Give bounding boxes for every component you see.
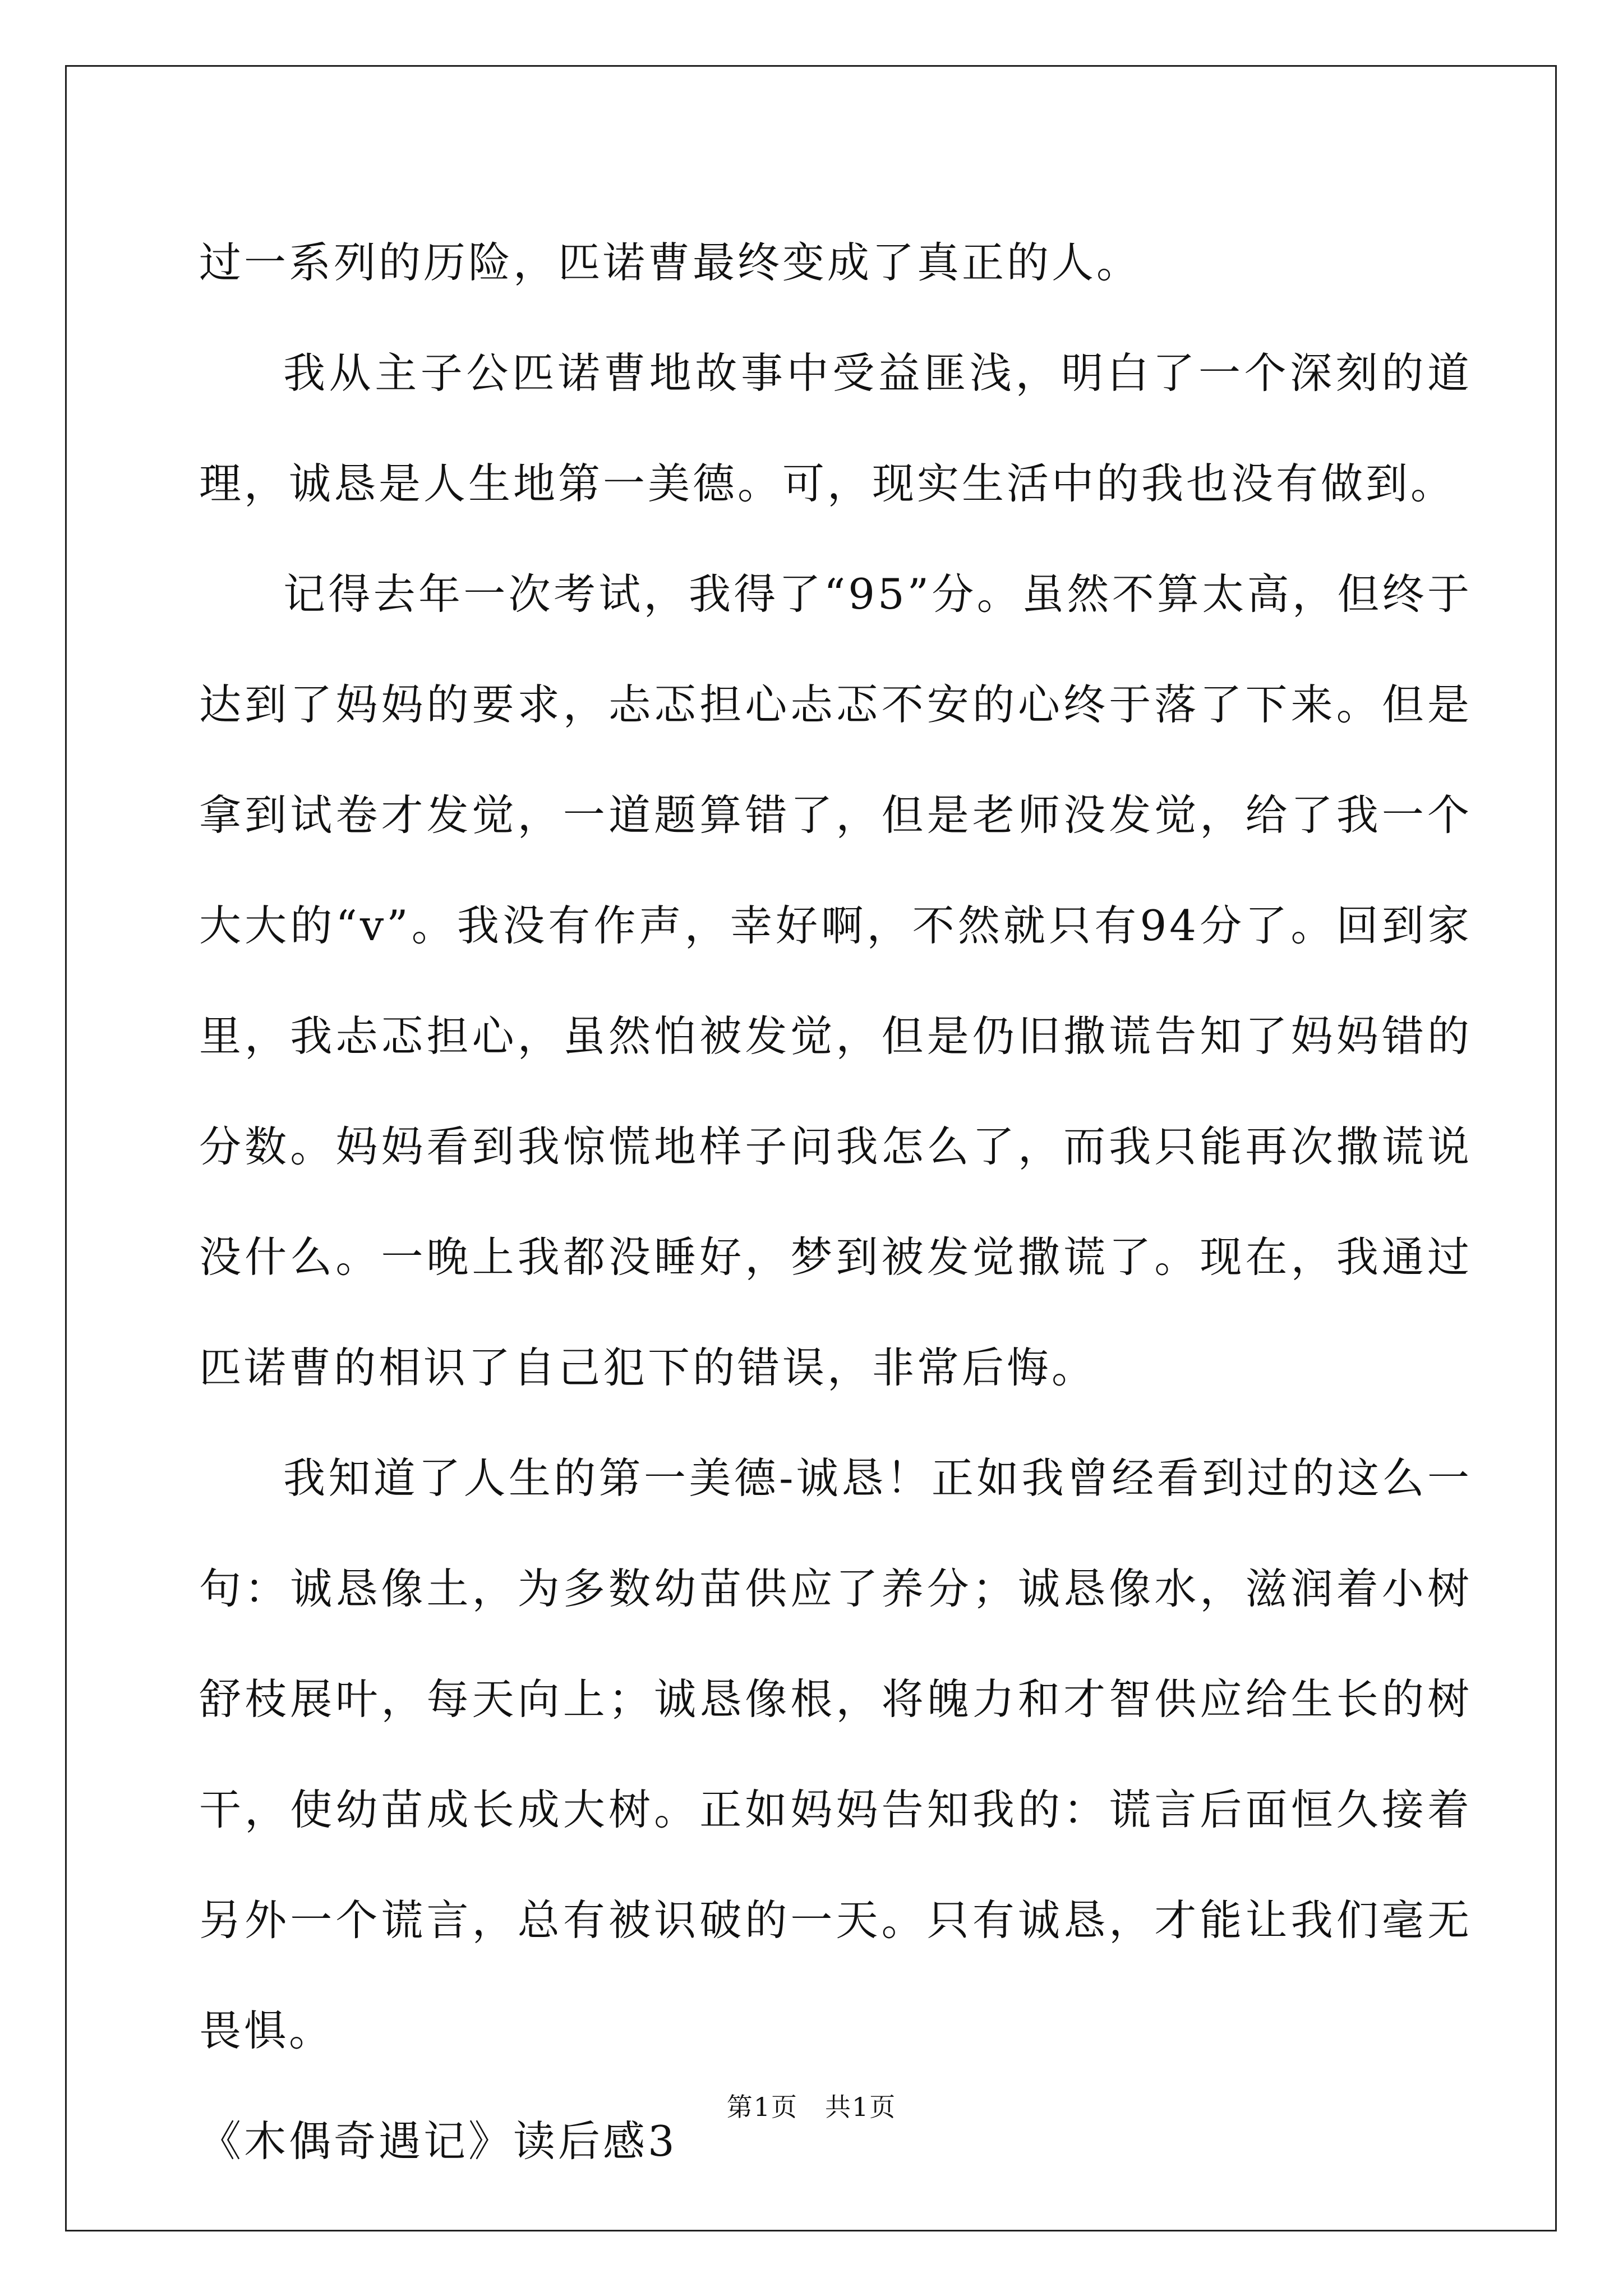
section-heading: 《木偶奇遇记》读后感3 — [199, 2116, 677, 2166]
paragraph-lesson: 我从主子公匹诺曹地故事中受益匪浅，明白了一个深刻的道理，诚恳是人生地第一美德。可，现实生活中的我也没有做到。 — [199, 348, 1472, 508]
page-footer: 第1页 共1页 — [726, 2092, 897, 2122]
paragraph-continuation: 过一系列的历险，匹诺曹最终变成了真正的人。 — [199, 238, 1142, 287]
document-body — [199, 208, 1472, 2197]
paragraph-honesty: 我知道了人生的第一美德-诚恳！正如我曾经看到过的这么一句：诚恳像土，为多数幼苗供应了养分；诚恳像水，滋润着小树舒枝展叶，每天向上；诚恳像根，将魄力和才智供应给生长的树干，使幼苗成长成大树。正如妈妈告知我的：谎言后面恒久接着另外一个谎言，总有被识破的一天。只有诚恳，才能让我们毫无畏惧。 — [199, 1453, 1472, 2055]
paragraph-exam-story: 记得去年一次考试，我得了“95”分。虽然不算太高，但终于达到了妈妈的要求，忐忑担心忐忑不安的心终于落了下来。但是拿到试卷才发觉，一道题算错了，但是老师没发觉，给了我一个大大的“v”。我没有作声，幸好啊，不然就只有94分了。回到家里，我忐忑担心，虽然怕被发觉，但是仍旧撒谎告知了妈妈错的分数。妈妈看到我惊慌地样子问我怎么了，而我只能再次撒谎说没什么。一晚上我都没睡好，梦到被发觉撒谎了。现在，我通过匹诺曹的相识了自己犯下的错误，非常后悔。 — [199, 569, 1472, 1392]
